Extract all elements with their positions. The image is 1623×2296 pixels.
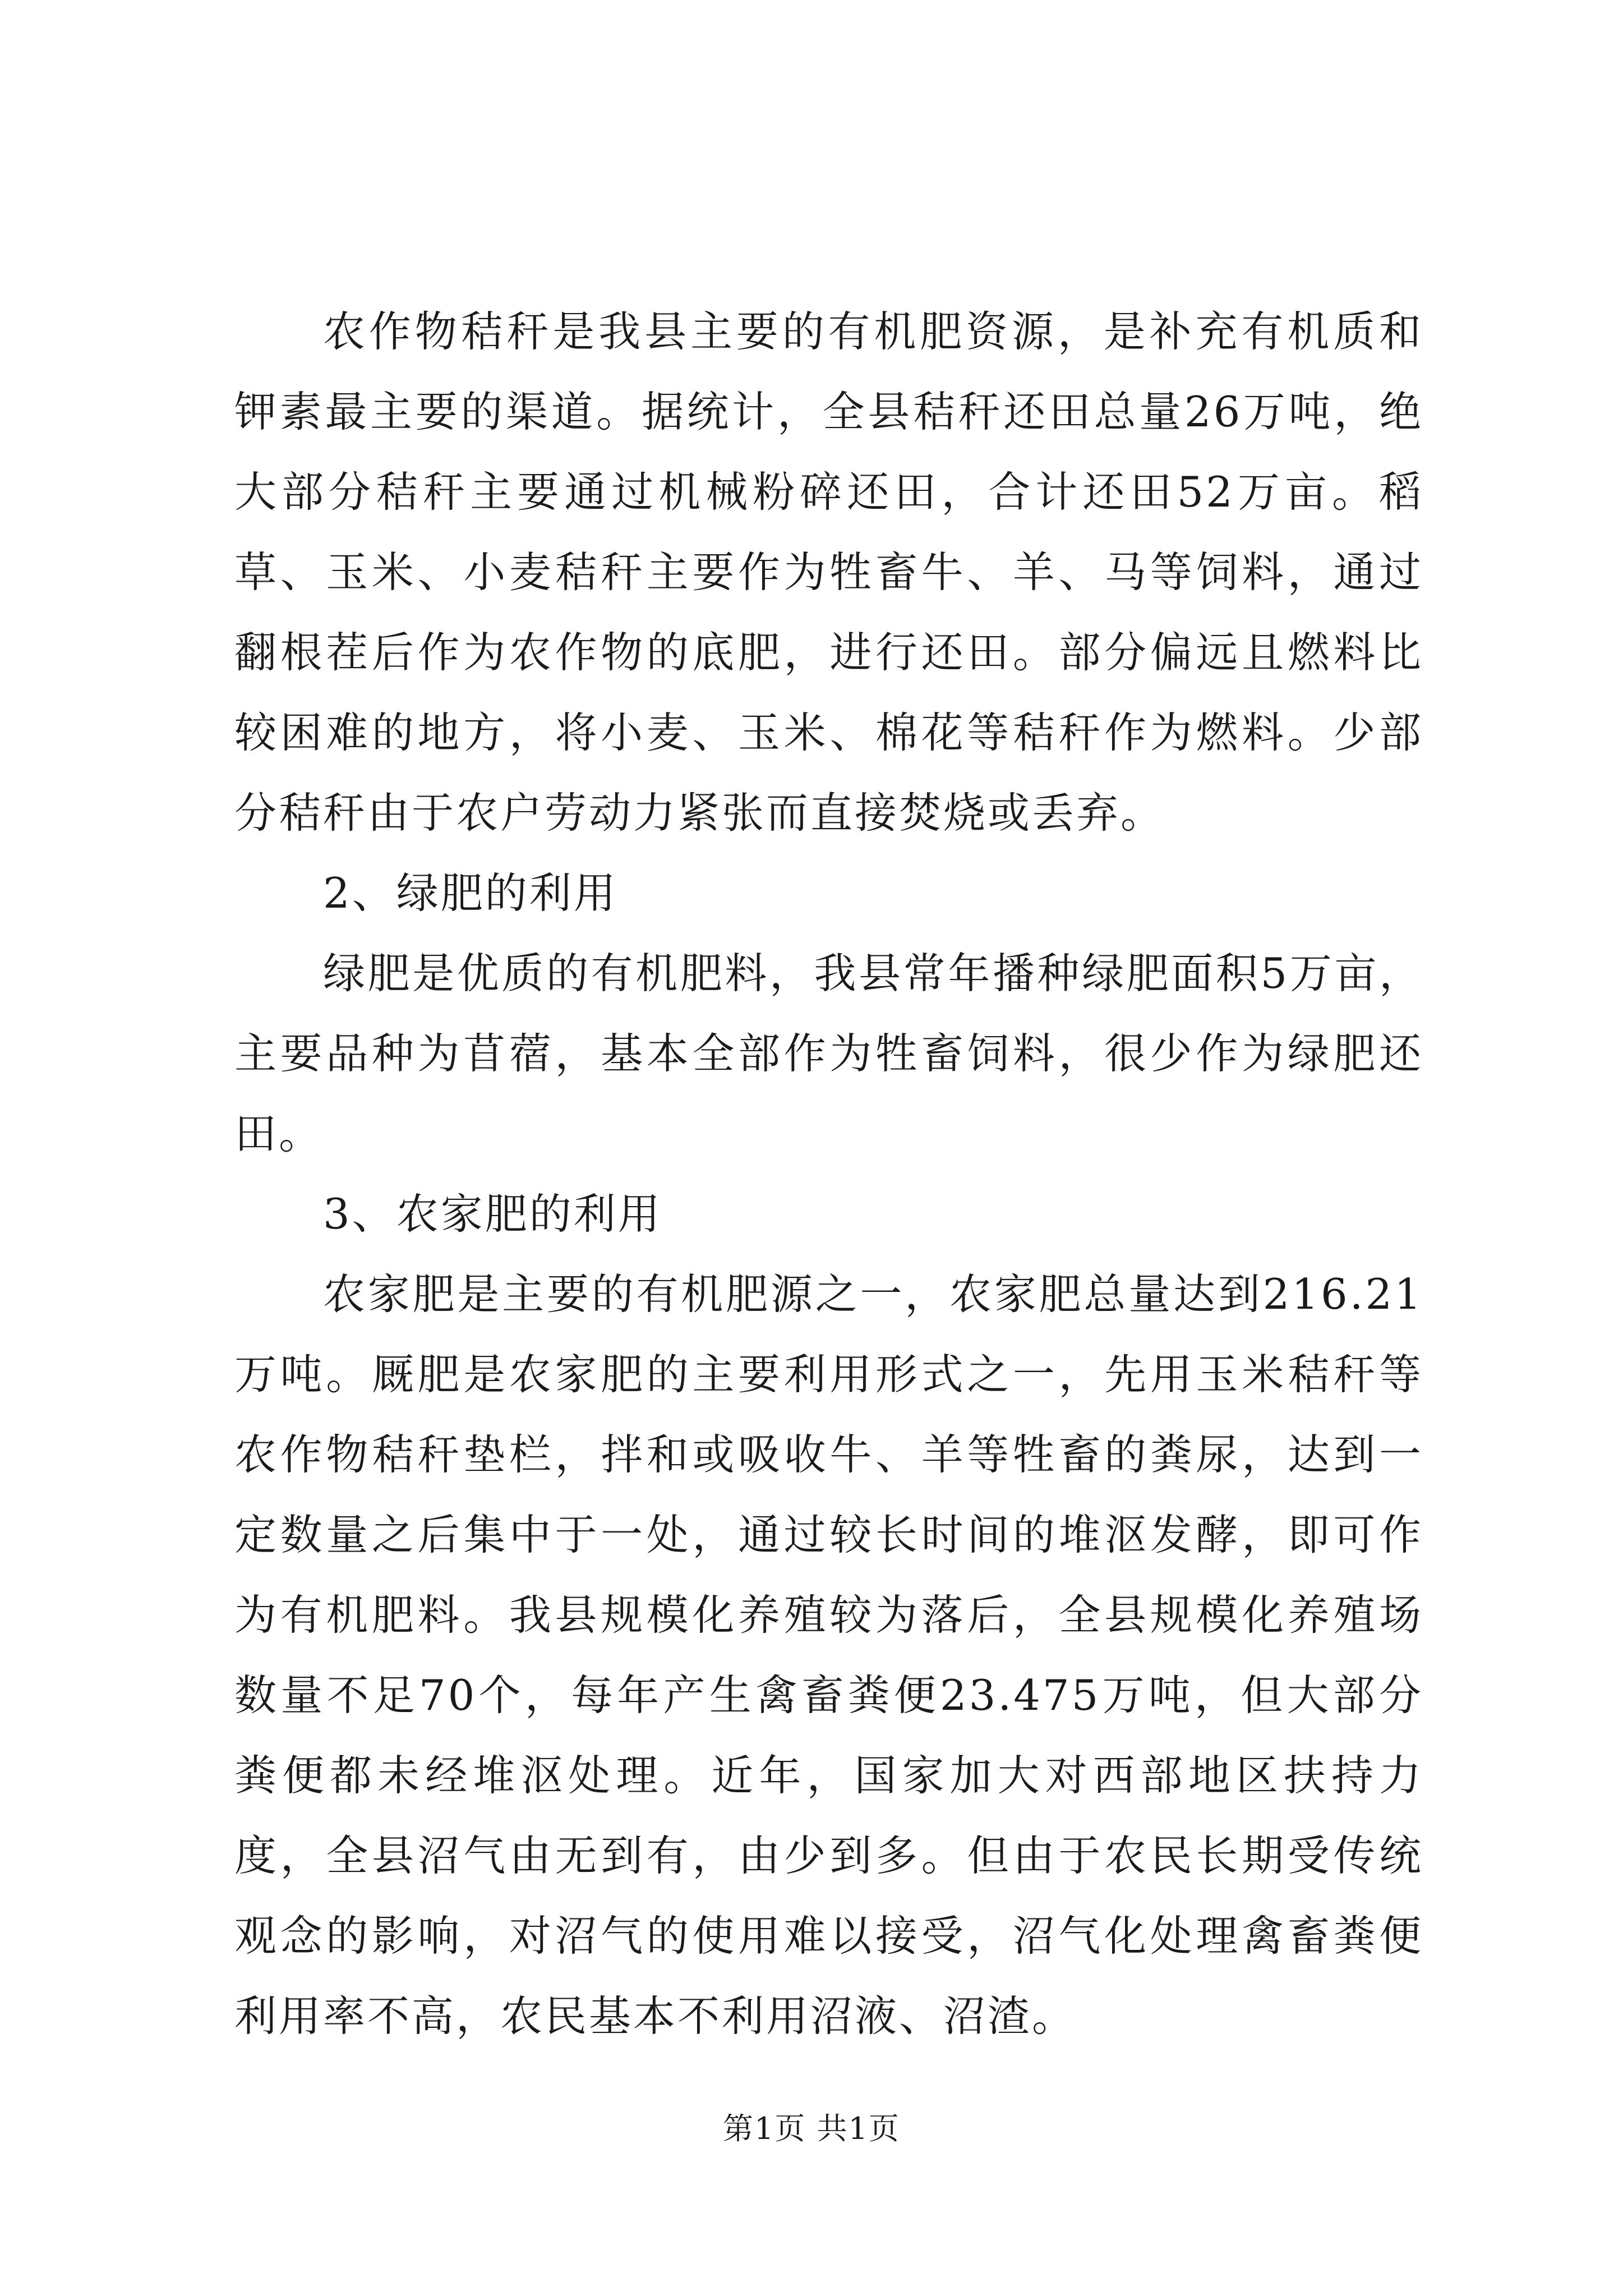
- paragraph-straw: 农作物秸秆是我县主要的有机肥资源，是补充有机质和钾素最主要的渠道。据统计，全县秸秆还田总量26万吨，绝大部分秸秆主要通过机械粉碎还田，合计还田52万亩。稻草、玉米、小麦秸秆主要作为牲畜牛、羊、马等饲料，通过翻根茬后作为农作物的底肥，进行还田。部分偏远且燃料比较困难的地方，将小麦、玉米、棉花等秸秆作为燃料。少部分秸秆由于农户劳动力紧张而直接焚烧或丢弃。: [234, 307, 1423, 838]
- heading-farmyard-manure: 3、农家肥的利用: [323, 1189, 662, 1239]
- paragraph-green-manure: 绿肥是优质的有机肥料，我县常年播种绿肥面积5万亩，主要品种为苜蓿，基本全部作为牲畜饲料，很少作为绿肥还田。: [234, 949, 1423, 1158]
- paragraph-farmyard-manure: 农家肥是主要的有机肥源之一，农家肥总量达到216.21万吨。厩肥是农家肥的主要利用形式之一，先用玉米秸秆等农作物秸秆垫栏，拌和或吸收牛、羊等牲畜的粪尿，达到一定数量之后集中于一处，通过较长时间的堆沤发酵，即可作为有机肥料。我县规模化养殖较为落后，全县规模化养殖场数量不足70个，每年产生禽畜粪便23.475万吨，但大部分粪便都未经堆沤处理。近年，国家加大对西部地区扶持力度，全县沼气由无到有，由少到多。但由于农民长期受传统观念的影响，对沼气的使用难以接受，沼气化处理禽畜粪便利用率不高，农民基本不利用沼液、沼渣。: [234, 1269, 1423, 2041]
- heading-green-manure: 2、绿肥的利用: [323, 868, 618, 918]
- page-footer: 第1页 共1页: [723, 2111, 900, 2146]
- document-body: [234, 292, 1423, 2056]
